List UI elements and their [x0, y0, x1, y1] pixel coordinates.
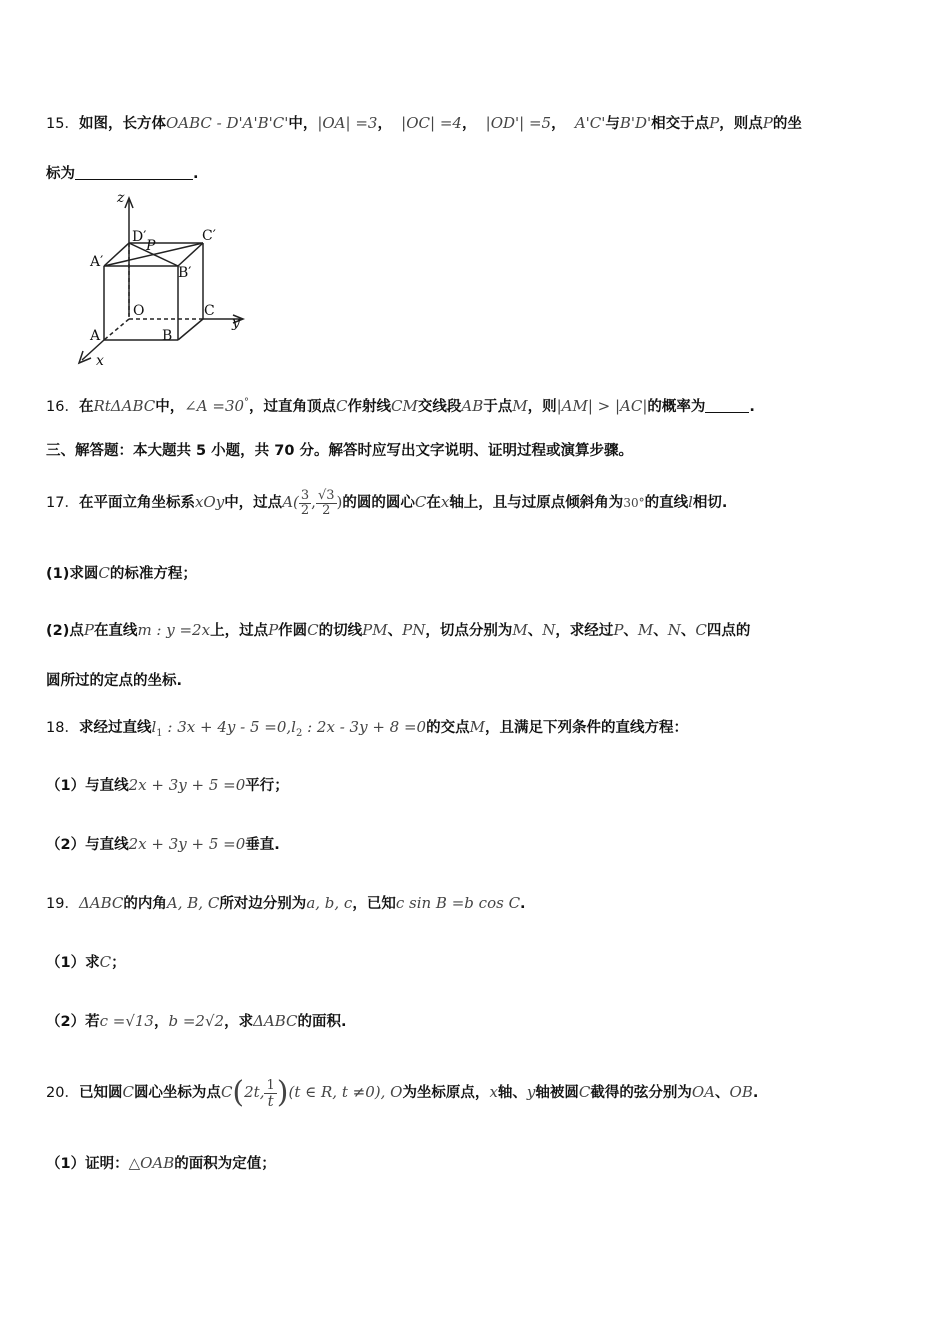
q16-text: ，过直角顶点 [249, 399, 337, 415]
q19p2-sep: ， [153, 1014, 169, 1030]
q20-c: C [578, 1083, 591, 1101]
answer-blank[interactable] [705, 398, 749, 413]
q16-line [46, 392, 910, 418]
q17-xoy: xOy [194, 493, 225, 511]
q15-ac: A'C' [574, 114, 606, 132]
paren-right: ) [276, 1075, 289, 1110]
label-o: O [133, 303, 145, 319]
q19-part1 [46, 951, 910, 974]
q15-text: 中， [288, 116, 318, 132]
q17-text: 相切. [692, 495, 728, 511]
q20-text: 已知圆 [78, 1085, 123, 1101]
q16-point-c: C [336, 397, 348, 415]
q20-text: 轴被圆 [535, 1085, 579, 1101]
q17p2-p: P [83, 621, 94, 639]
q15-sep: ， [377, 116, 392, 132]
q20-x: x [489, 1083, 498, 1101]
q19-text: 所对边分别为 [219, 896, 307, 912]
q19-sides: a, b, c [306, 894, 353, 912]
q18-text: ，且满足下列条件的直线方程： [484, 720, 688, 736]
q18p2-label: （2）与直线 [46, 837, 129, 853]
q15-text: ，则点 [719, 116, 763, 132]
q20-center: C [220, 1083, 233, 1101]
q17-line-l: l [688, 493, 693, 511]
label-z: z [117, 190, 125, 206]
q19-text: . [520, 896, 526, 912]
q19-part2 [46, 1010, 910, 1033]
q17-part2-line2: 圆所过的定点的坐标. [46, 673, 183, 689]
answer-blank[interactable] [75, 165, 193, 180]
q17p1-text: 的标准方程； [109, 566, 197, 582]
q18p2-text: 垂直. [245, 837, 280, 853]
q15-text: 的坐 [772, 116, 802, 132]
q15-line1 [46, 112, 910, 135]
q17p2-sep: 、 [623, 623, 638, 639]
q16-angle: ∠A =30 [184, 397, 245, 415]
q20p1-text: 的面积为定值； [174, 1156, 276, 1172]
q16-text: 交线段 [417, 399, 462, 415]
q20-sep: 、 [715, 1085, 730, 1101]
q20p1-triangle: △OAB [128, 1154, 175, 1172]
q15-text: 相交于点 [651, 116, 710, 132]
q17p2-m: M [512, 621, 528, 639]
q16-inequality: |AM| > |AC| [556, 397, 648, 415]
paren-left: ( [232, 1075, 245, 1110]
q17p2-text: 四点的 [706, 623, 751, 639]
q17-part2-line1 [46, 619, 910, 642]
q15-oc: |OC| =4 [401, 114, 462, 132]
q17p2-sep: 、 [527, 623, 543, 639]
q17p2-label: (2)点 [46, 623, 84, 639]
denominator: t [267, 1091, 274, 1110]
q18-sub2: 2 [295, 728, 303, 739]
q20-part1 [46, 1152, 910, 1175]
q17p2-text: ，求经过 [555, 623, 614, 639]
q18-text: 的交点 [426, 720, 470, 736]
q17-text: 的直线 [644, 495, 689, 511]
q17-line [46, 488, 910, 518]
q20-text: 截得的弦分别为 [590, 1085, 692, 1101]
q16-number: 16． [46, 399, 79, 415]
q17p2-p: P [268, 621, 279, 639]
paren: ) [336, 493, 343, 511]
q16-text: . [749, 399, 755, 415]
q19-number: 19． [46, 896, 79, 912]
fraction [299, 489, 311, 518]
q20-condition: (t ∈ R, t ≠0), O [288, 1083, 403, 1101]
q16-triangle: RtΔABC [93, 397, 156, 415]
label-d-prime: D′ [132, 229, 147, 245]
q20-text: 为坐标原点， [402, 1085, 490, 1101]
q15-text: 标为 [46, 166, 75, 182]
q16-ray-cm: CM [391, 397, 418, 415]
q18-sub1: 1 [156, 728, 163, 739]
denominator: 2 [322, 502, 331, 518]
q15-point-p: P [709, 114, 720, 132]
q17p1-c: C [98, 564, 110, 582]
q20-text: 轴、 [497, 1085, 527, 1101]
q20-number: 20． [46, 1085, 79, 1101]
q19p2-triangle: ΔABC [253, 1012, 298, 1030]
q15-line2 [46, 163, 910, 185]
q17p2-n: N [542, 621, 556, 639]
q19-text: 的内角 [123, 896, 167, 912]
q16-segment-ab: AB [461, 397, 484, 415]
q17p2-line-m: m : y =2x [137, 621, 211, 639]
q18p1-text: 平行； [245, 778, 289, 794]
q15-point-p: P [762, 114, 773, 132]
label-b: B [162, 328, 173, 344]
q20-text: 圆心坐标为点 [133, 1085, 221, 1101]
q19p2-b-value: b =2√2 [168, 1012, 225, 1030]
q16-text: 的概率为 [647, 399, 706, 415]
numerator: √3 [317, 487, 335, 503]
q15-bd: B'D' [619, 114, 652, 132]
q17-text: 在平面立角坐标系 [78, 495, 195, 511]
q17p2-sep: 、 [680, 623, 696, 639]
q16-point-m: M [512, 397, 528, 415]
q19-text: ，已知 [352, 896, 396, 912]
q15-number: 15． [46, 116, 79, 132]
q19-line [46, 892, 910, 915]
q18-part1 [46, 774, 910, 797]
q18p1-label: （1）与直线 [46, 778, 129, 794]
section-three-heading: 三、解答题：本大题共 5 小题，共 70 分。解答时应写出文字说明、证明过程或演算步骤。 [46, 443, 633, 459]
q18-part2 [46, 833, 910, 856]
q16-degree: ° [244, 397, 250, 408]
q17p2-pn: PN [402, 621, 426, 639]
q15-od: |OD'| =5 [485, 114, 552, 132]
q16-text: 在 [78, 399, 94, 415]
label-c: C [204, 303, 215, 319]
q17p2-text: 作圆 [278, 623, 308, 639]
q18-number: 18． [46, 720, 79, 736]
label-p: P [146, 238, 156, 254]
cuboid-figure [70, 188, 260, 373]
q19p2-c-value: c =√13 [99, 1012, 154, 1030]
hidden-edge [104, 319, 129, 340]
q17p2-text: 在直线 [93, 623, 138, 639]
q19p2-label: （2）若 [46, 1014, 100, 1030]
q20-c: C [122, 1083, 134, 1101]
q16-text: ，则 [527, 399, 557, 415]
q20-oa: OA [691, 1083, 716, 1101]
q20p1-label: （1）证明： [46, 1156, 129, 1172]
q20-text: . [752, 1085, 759, 1101]
q15-text: . [193, 166, 199, 182]
q17-angle: 30° [623, 496, 645, 510]
q19-equation: c sin B =b cos C [395, 894, 521, 912]
q20-line [46, 1072, 910, 1113]
q19-angles: A, B, C [166, 894, 220, 912]
q20-ob: OB [729, 1083, 753, 1101]
q19p1-text: ； [111, 955, 126, 971]
q18-eq2: : 2x - 3y + 8 =0 [302, 718, 427, 736]
q16-text: 中， [155, 399, 185, 415]
q16-text: 于点 [483, 399, 513, 415]
q16-text: 作射线 [347, 399, 392, 415]
q17p2-text: 的切线 [318, 623, 363, 639]
label-a-prime: A′ [90, 254, 104, 270]
q17-point-a: A( [282, 493, 299, 511]
q15-oa: |OA| =3 [317, 114, 378, 132]
q18-l1: l [151, 718, 157, 736]
label-a: A [90, 328, 101, 344]
fraction [264, 1079, 276, 1108]
q18-eq1: : 3x + 4y - 5 =0, [162, 718, 292, 736]
q19-triangle: ΔABC [78, 894, 124, 912]
q17-number: 17． [46, 495, 79, 511]
comma: , [311, 493, 316, 511]
q17p2-sep: 、 [387, 623, 403, 639]
q17p2-m: M [637, 621, 654, 639]
q17p2-text: 上，过点 [210, 623, 269, 639]
q17p2-p: P [613, 621, 624, 639]
q19p2-text: 的面积. [297, 1014, 347, 1030]
q20-coord: 2t, [244, 1083, 265, 1101]
q17p2-text: ，切点分别为 [425, 623, 513, 639]
q17p2-sep: 、 [653, 623, 668, 639]
label-y: y [232, 315, 240, 331]
q18-text: 求经过直线 [78, 720, 152, 736]
q15-text: 与 [605, 116, 620, 132]
q17p2-n: N [667, 621, 681, 639]
q20-y: y [526, 1083, 536, 1101]
label-b-prime: B′ [178, 265, 192, 281]
q17p2-c: C [307, 621, 319, 639]
q15-cuboid: OABC - D'A'B'C' [165, 114, 289, 132]
label-x: x [96, 353, 104, 369]
q19p2-text: ，求 [224, 1014, 254, 1030]
q19p1-c: C [99, 953, 112, 971]
denominator: 2 [300, 502, 310, 518]
q18p1-eq: 2x + 3y + 5 =0 [128, 776, 246, 794]
q15-sep: ， [551, 116, 566, 132]
q17-x: x [440, 493, 450, 511]
label-c-prime: C′ [202, 228, 216, 244]
edge [178, 319, 203, 340]
q17p1-label: (1)求圆 [46, 566, 99, 582]
fraction [316, 489, 337, 518]
q17p2-pm: PM [362, 621, 388, 639]
q19p1-label: （1）求 [46, 955, 100, 971]
q17-text: 的圆的圆心 [342, 495, 415, 511]
q18p2-eq: 2x + 3y + 5 =0 [128, 835, 246, 853]
q17-part1 [46, 562, 910, 585]
q17-text: 在 [426, 495, 441, 511]
q15-sep: ， [461, 116, 477, 132]
q18-line [46, 716, 910, 745]
numerator: 1 [266, 1077, 275, 1093]
q17-point-c: C [414, 493, 427, 511]
numerator: 3 [300, 487, 310, 503]
q18-l2: l [291, 718, 296, 736]
q17-text: 中，过点 [224, 495, 283, 511]
q17-text: 轴上，且与过原点倾斜角为 [449, 495, 624, 511]
q17p2-c: C [695, 621, 707, 639]
q18-m: M [469, 718, 485, 736]
q15-text: 如图，长方体 [78, 116, 166, 132]
